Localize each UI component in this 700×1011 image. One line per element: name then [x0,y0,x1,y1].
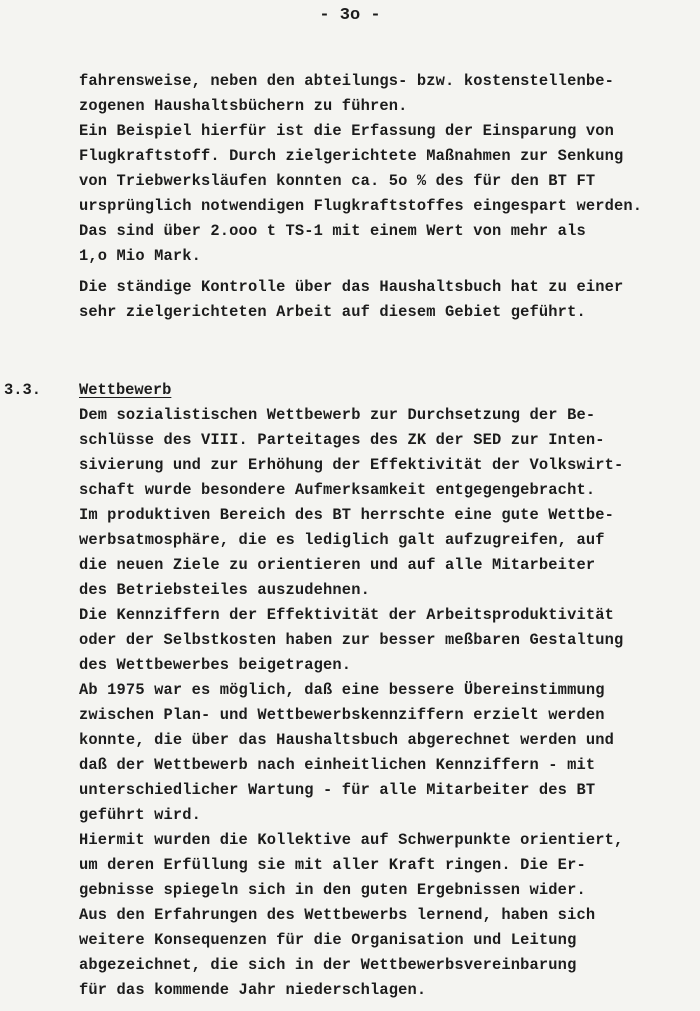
section-number: 3.3. [4,381,41,399]
text-line: unterschiedlicher Wartung - für alle Mitarbeiter des BT [79,781,596,799]
text-line: Ab 1975 war es möglich, daß eine bessere Übereinstimmung [79,681,605,699]
text-line: zwischen Plan- und Wettbewerbskennziffern erzielt werden [79,706,605,724]
text-line: sehr zielgerichteten Arbeit auf diesem Gebiet geführt. [79,303,586,321]
text-line: für das kommende Jahr niederschlagen. [79,981,427,999]
text-line: daß der Wettbewerb nach einheitlichen Kennziffern - mit [79,756,596,774]
text-line: sivierung und zur Erhöhung der Effektivität der Volkswirt- [79,456,624,474]
text-line: ursprünglich notwendigen Flugkraftstoffes eingespart werden. [79,197,643,215]
text-line: die neuen Ziele zu orientieren und auf alle Mitarbeiter [79,556,596,574]
text-line: des Betriebsteiles auszudehnen. [79,581,370,599]
text-line: Dem sozialistischen Wettbewerb zur Durchsetzung der Be- [79,406,596,424]
text-line: um deren Erfüllung sie mit aller Kraft ringen. Die Er- [79,856,586,874]
text-line: Das sind über 2.ooo t TS-1 mit einem Wert von mehr als [79,222,586,240]
text-line: Ein Beispiel hierfür ist die Erfassung der Einsparung von [79,122,614,140]
text-line: Die ständige Kontrolle über das Haushaltsbuch hat zu einer [79,278,624,296]
text-line: geführt wird. [79,806,202,824]
text-line: werbsatmosphäre, die es lediglich galt aufzugreifen, auf [79,531,605,549]
text-line: fahrensweise, neben den abteilungs- bzw. kostenstellenbe- [79,72,614,90]
text-line: von Triebwerksläufen konnten ca. 5o % des für den BT FT [79,172,596,190]
text-line: schaft wurde besondere Aufmerksamkeit entgegengebracht. [79,481,596,499]
text-line: zogenen Haushaltsbüchern zu führen. [79,97,408,115]
text-line: Die Kennziffern der Effektivität der Arbeitsproduktivität [79,606,614,624]
text-line: konnte, die über das Haushaltsbuch abgerechnet werden und [79,731,614,749]
page-number: - 3o - [319,6,381,25]
text-line: abgezeichnet, die sich in der Wettbewerbsvereinbarung [79,956,577,974]
text-line: schlüsse des VIII. Parteitages des ZK der SED zur Inten- [79,431,605,449]
text-line: 1,o Mio Mark. [79,247,202,265]
text-line: oder der Selbstkosten haben zur besser meßbaren Gestaltung [79,631,624,649]
text-line: Hiermit wurden die Kollektive auf Schwerpunkte orientiert, [79,831,624,849]
text-line: weitere Konsequenzen für die Organisation und Leitung [79,931,577,949]
text-line: gebnisse spiegeln sich in den guten Ergebnissen wider. [79,881,586,899]
text-line: Aus den Erfahrungen des Wettbewerbs lernend, haben sich [79,906,596,924]
text-line: Flugkraftstoff. Durch zielgerichtete Maßnahmen zur Senkung [79,147,624,165]
text-line: des Wettbewerbes beigetragen. [79,656,352,674]
text-line: Im produktiven Bereich des BT herrschte eine gute Wettbe- [79,506,614,524]
section-title: Wettbewerb [79,381,172,399]
